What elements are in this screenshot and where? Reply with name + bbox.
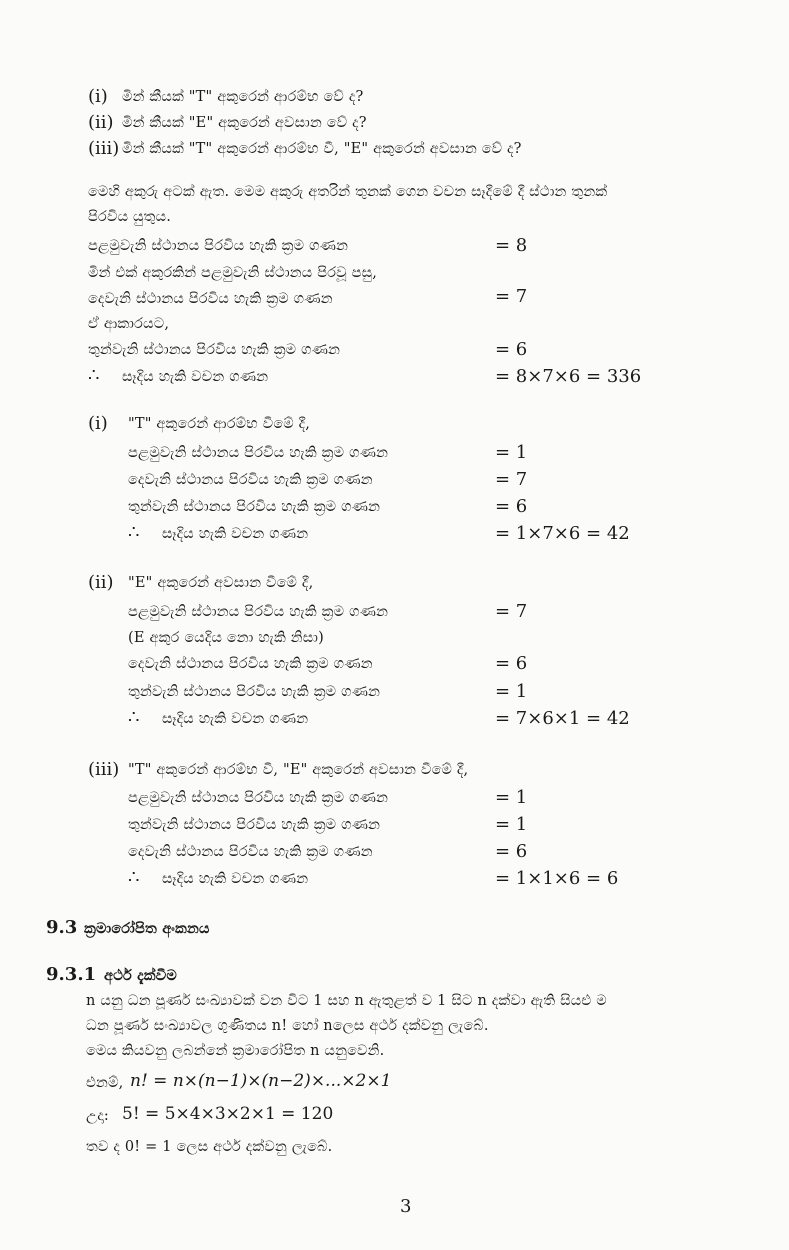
question-label-1: (i)	[88, 86, 108, 107]
main-row-2-text: දෙවැනි ස්ථානය පිරවිය හැකි ක්‍රම ගණන	[88, 291, 333, 307]
subsection-number: 9.3.1	[46, 964, 97, 985]
intro-line-2: පිරවිය යුතුය.	[88, 209, 172, 225]
formula-prefix: එනම්,	[86, 1075, 124, 1091]
part-i-heading: "T" අකුරෙන් ආරම්භ වීමේ දී,	[128, 416, 311, 432]
example-prefix: උදා:	[86, 1108, 109, 1124]
part-i-row-3-text: තුන්වැනි ස්ථානය පිරවිය හැකි ක්‍රම ගණන	[128, 499, 381, 515]
question-label-2: (ii)	[88, 112, 114, 133]
intro-line-1: මෙහි අකුරු අටක් ඇත. මෙම අකුරු අතරින් තුනක් ගෙන වචන සෑදීමේ දී ස්ථාන තුනක්	[88, 184, 608, 200]
main-row-3-value: = 6	[495, 339, 528, 360]
part-iii-total-text: සෑදිය හැකි වචන ගණන	[162, 871, 309, 887]
factorial-formula: n! = n×(n−1)×(n−2)×...×2×1	[130, 1071, 392, 1091]
question-text-3: මින් කීයක් "T" අකුරෙන් ආරම්භ වී, "E" අකුරෙන් අවසාන වේ ද?	[122, 141, 522, 157]
main-row-2-value: = 7	[495, 286, 528, 307]
part-ii-total-value: = 7×6×1 = 42	[495, 708, 630, 729]
part-ii-row-2-value: = 6	[495, 653, 528, 674]
section-title: ක්‍රමාරෝපිත අංකනය	[84, 920, 210, 937]
main-row-1-text: පළමුවැනි ස්ථානය පිරවිය හැකි ක්‍රම ගණන	[88, 238, 349, 254]
main-row-2a-text: මින් එක් අකුරකින් පළමුවැනි ස්ථානය පිරවූ පසු,	[88, 265, 378, 281]
main-total-value: = 8×7×6 = 336	[495, 366, 642, 387]
part-iii-row-1-value: = 1	[495, 787, 528, 808]
question-label-3: (iii)	[88, 138, 120, 159]
part-i-row-3-value: = 6	[495, 496, 528, 517]
subsection-title: අර්ථ දැක්වීම	[104, 967, 178, 984]
part-i-row-1-text: පළමුවැනි ස්ථානය පිරවිය හැකි ක්‍රම ගණන	[128, 445, 389, 461]
part-i-row-1-value: = 1	[495, 442, 528, 463]
part-iii-heading: "T" අකුරෙන් ආරම්භ වී, "E" අකුරෙන් අවසාන වීමේ දී,	[128, 762, 469, 778]
part-iii-row-3-value: = 6	[495, 841, 528, 862]
part-i-therefore-symbol: ∴	[128, 522, 140, 543]
main-row-3-text: තුන්වැනි ස්ථානය පිරවිය හැකි ක්‍රම ගණන	[88, 342, 341, 358]
part-ii-row-3-text: තුන්වැනි ස්ථානය පිරවිය හැකි ක්‍රම ගණන	[128, 684, 381, 700]
part-iii-row-2-value: = 1	[495, 814, 528, 835]
part-i-row-2-text: දෙවැනි ස්ථානය පිරවිය හැකි ක්‍රම ගණන	[128, 472, 373, 488]
part-ii-label: (ii)	[88, 572, 114, 593]
part-i-row-2-value: = 7	[495, 469, 528, 490]
part-ii-row-1-text: පළමුවැනි ස්ථානය පිරවිය හැකි ක්‍රම ගණන	[128, 604, 389, 620]
part-iii-row-3-text: දෙවැනි ස්ථානය පිරවිය හැකි ක්‍රම ගණන	[128, 844, 373, 860]
main-therefore-symbol: ∴	[88, 365, 100, 386]
part-ii-row-3-value: = 1	[495, 681, 528, 702]
part-iii-row-1-text: පළමුවැනි ස්ථානය පිරවිය හැකි ක්‍රම ගණන	[128, 790, 389, 806]
part-ii-total-text: සෑදිය හැකි වචන ගණන	[162, 711, 309, 727]
part-iii-label: (iii)	[88, 759, 120, 780]
zero-factorial-line: තව ද 0! = 1 ලෙස අර්ථ දක්වනු ලැබේ.	[86, 1139, 333, 1155]
part-iii-row-2-text: තුන්වැනි ස්ථානය පිරවිය හැකි ක්‍රම ගණන	[128, 817, 381, 833]
section-number: 9.3	[46, 917, 78, 938]
part-iii-total-value: = 1×1×6 = 6	[495, 868, 619, 889]
main-total-text: සෑදිය හැකි වචන ගණන	[122, 369, 269, 385]
definition-line-1: n යනු ධන පූර්ණ සංඛ්‍යාවක් වන විට 1 සහ n ඇතුළත් ව 1 සිට n දක්වා ඇති සියළු ම	[86, 993, 607, 1009]
factorial-example: 5! = 5×4×3×2×1 = 120	[122, 1104, 334, 1124]
definition-line-2: ධන පූර්ණ සංඛ්‍යාවල ගුණිතය n! හෝ nලෙස අර්ථ දක්වනු ලැබේ.	[86, 1018, 489, 1034]
part-iii-therefore-symbol: ∴	[128, 867, 140, 888]
question-text-2: මින් කීයක් "E" අකුරෙන් අවසාන වේ ද?	[122, 115, 367, 131]
question-text-1: මින් කීයක් "T" අකුරෙන් ආරම්භ වේ ද?	[122, 89, 364, 105]
page-number: 3	[400, 1196, 412, 1217]
part-ii-note: (E අකුර යෙදිය නො හැකි නිසා)	[128, 630, 324, 646]
main-row-3a-text: ඒ ආකාරයට,	[88, 316, 170, 332]
part-i-total-text: සෑදිය හැකි වචන ගණන	[162, 526, 309, 542]
part-ii-heading: "E" අකුරෙන් අවසාන වීමේ දී,	[128, 575, 314, 591]
main-row-1-value: = 8	[495, 235, 528, 256]
part-ii-row-2-text: දෙවැනි ස්ථානය පිරවිය හැකි ක්‍රම ගණන	[128, 656, 373, 672]
part-i-total-value: = 1×7×6 = 42	[495, 523, 630, 544]
definition-line-3: මෙය කියවනු ලබන්නේ ක්‍රමාරෝපිත n යනුවෙනි.	[86, 1043, 385, 1059]
part-i-label: (i)	[88, 413, 108, 434]
part-ii-therefore-symbol: ∴	[128, 707, 140, 728]
part-ii-row-1-value: = 7	[495, 601, 528, 622]
